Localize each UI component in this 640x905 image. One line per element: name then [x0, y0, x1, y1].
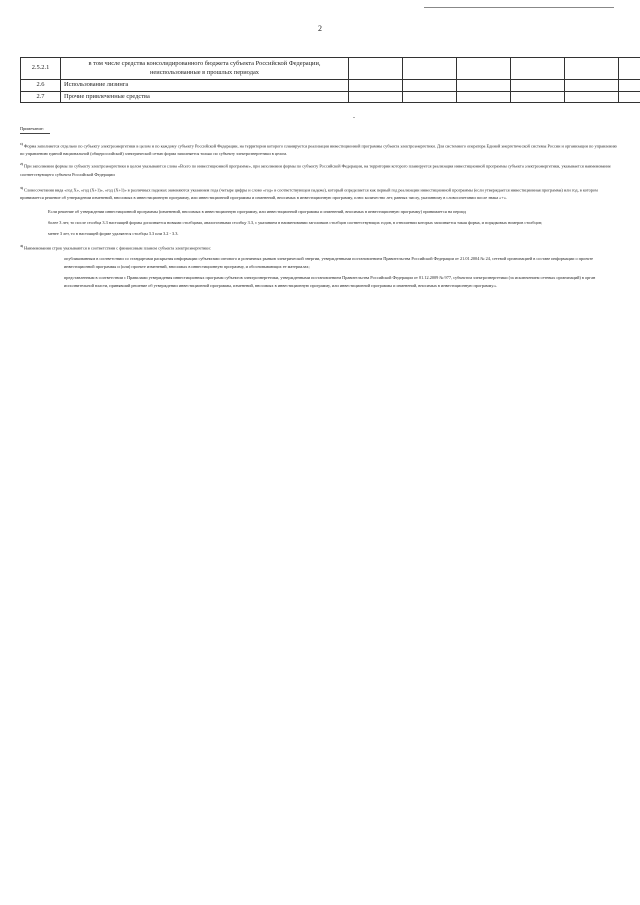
table-cell — [403, 80, 457, 92]
note-4-para-b: представленным в соответствии с Правилами утверждения инвестиционных программ субъектов электроэнергетики, утвержденными постановлением Правительства Российской Федерации от 01.12.2009 № 977, субъектом электроэнергетики (за исключением сетевых организаций) в орган исполнительной власти, принявший решение об утверждении инвестиционной программы, изменений, вносимых в инвестиционную программу, или инвестиционной программы и изменений, вносимых в инвестиционную программу.». — [64, 274, 596, 288]
row-code: 2.7 — [21, 91, 61, 103]
notes-heading: Примечание: — [20, 125, 50, 134]
note-3-para-b: более 3 лет, то после столбца 3.3 настоящей формы дополняется новыми столбцами, аналогичными столбцу 3.3, с указанием в наименовании заголовков столбцов соответствующих годов, в отношении которых заполняется такая форма, и порядковых номеров столбцов; — [48, 219, 543, 225]
table-cell — [349, 80, 403, 92]
table-cell — [457, 58, 511, 80]
table-cell — [619, 58, 640, 80]
table-cell — [619, 80, 640, 92]
table-cell — [511, 58, 565, 80]
table-cell — [619, 91, 640, 103]
note-text: При заполнении формы по субъекту электроэнергетики в целом указываются слова «Всего по инвестиционной программе», при заполнении формы по субъекту Российской Федерации, на территории которого планируется реализация инвестиционной программы субъекта электроэнергетики, указывается наименование соответствующего субъекта Российской Федерации — [20, 163, 611, 177]
notes-section — [20, 125, 620, 293]
row-name: Прочие привлеченные средства — [61, 91, 349, 103]
table-cell — [403, 58, 457, 80]
row-name: Использование лизинга — [61, 80, 349, 92]
table-cell — [565, 80, 619, 92]
table-row — [21, 80, 640, 92]
financing-table — [20, 57, 640, 103]
row-code: 2.6 — [21, 80, 61, 92]
row-name: в том числе средства консолидированного бюджета субъекта Российской Федерации, неиспользованные в прошлых периодах — [61, 58, 349, 80]
footnote-marker: 1) — [20, 141, 23, 146]
row-code: 2.5.2.1 — [21, 58, 61, 80]
note-1 — [20, 141, 620, 158]
note-text: Форма заполняется отдельно по субъекту электроэнергетики в целом и по каждому субъекту Российской Федерации, на территории которого планируется реализация инвестиционной программы субъекта электроэнергетики. Для системного оператора Единой энергетической системы России и организации по управлению по управлению единой национальной (общероссийской) электрической сетью форма заполняется только по субъекту электроэнергетики в целом. — [20, 143, 617, 157]
note-text: Словосочетания вида «год X», «год (X+1)», «год (X+1)» в различных падежах заменяются указанием года (четыре цифры и слово «год» в соответствующем падеже), который определяется как первый год реализации инвестиционной программы (если утверждается инвестиционная программа) или год, в котором принимается решение об утверждении изменений, вносимых в инвестиционную программу, или инвестиционной программы и изменений, вносимых в инвестиционную программу, плюс количество лет, равных числу, указанному в словосочетании после знака «+». — [20, 186, 598, 200]
table-row — [21, 58, 640, 80]
note-3 — [20, 185, 620, 202]
table-cell — [511, 80, 565, 92]
note-4 — [20, 243, 620, 252]
footnote-marker: 2) — [20, 162, 23, 167]
table-cell — [457, 91, 511, 103]
footnote-marker: 3) — [20, 185, 23, 190]
table-cell — [403, 91, 457, 103]
note-3-para-a: Если решение об утверждении инвестиционной программы (изменений, вносимых в инвестиционную программу, или инвестиционной программы и изменений, вносимых в инвестиционную программу) принимается на период — [48, 208, 466, 214]
table-cell — [565, 91, 619, 103]
table-cell — [349, 91, 403, 103]
table-cell — [511, 91, 565, 103]
note-2 — [20, 161, 620, 178]
note-text: Наименования строк указываются в соответствии с финансовым планом субъекта электроэнергетики: — [24, 245, 211, 251]
note-4-para-a: опубликованным в соответствии со стандартами раскрытия информации субъектами оптового и розничных рынков электрической энергии, утвержденными постановлением Правительства Российской Федерации от 21.01.2004 № 24, сетевой организацией в составе информации о проекте инвестиционной программы и (или) проекте изменений, вносимых в инвестиционную программу, и обосновывающих ее материалах; — [64, 256, 594, 269]
table-cell — [565, 58, 619, 80]
note-3-para-c: менее 3 лет, то в настоящей форме удаляются столбцы 3.3 или 3.2 - 3.3. — [48, 230, 179, 236]
table-cell — [457, 80, 511, 92]
table-row — [21, 91, 640, 103]
stray-mark: - — [353, 115, 355, 121]
top-rule — [424, 7, 614, 8]
footnote-marker: 4) — [20, 243, 23, 248]
page-number: 2 — [318, 24, 322, 33]
table-cell — [349, 58, 403, 80]
